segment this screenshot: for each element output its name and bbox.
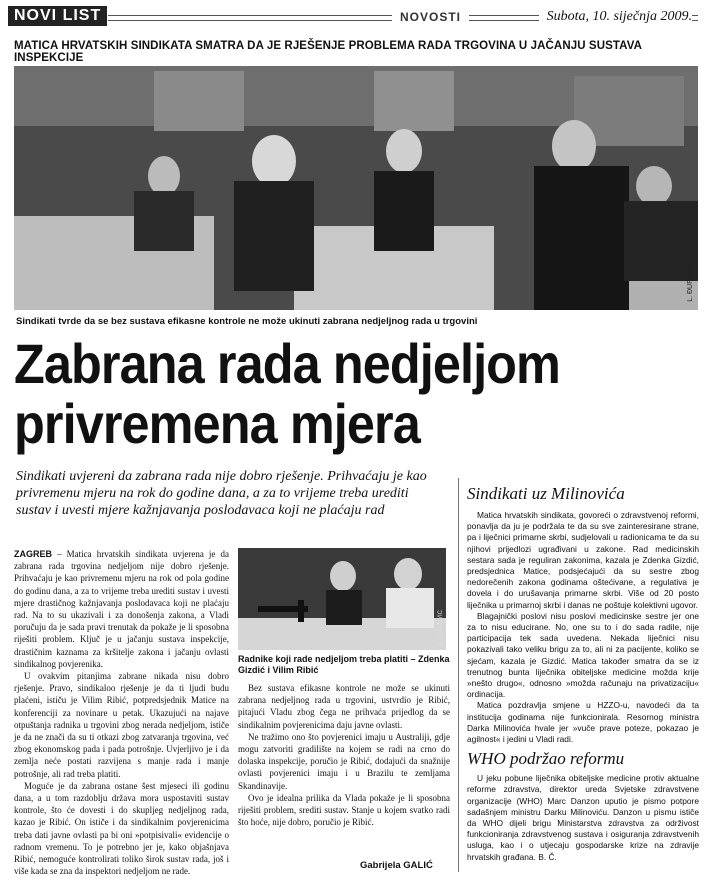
sidebar-box — [458, 478, 699, 872]
headline-line-2: privremena mjera — [14, 392, 420, 455]
headline-line-1: Zabrana rada nedjeljom — [14, 332, 560, 395]
sidebar-title-who: WHO podržao reformu — [467, 749, 625, 769]
main-photo-caption: Sindikati tvrde da se bez sustava efikasne kontrole ne može ukinuti zabrana nedjeljnog rada u trgovini — [16, 316, 478, 327]
deck-subheading: Sindikati uvjereni da zabrana rada nije dobro rješenje. Prihvaćaju je kao privremenu mjeru na rok do godine dana, a za to vrijeme treba urediti sustav i uvesti mjere kažnjavanja poslodavaca koji ne plaćaju rad — [16, 469, 427, 518]
main-headline — [14, 334, 631, 454]
issue-date: Subota, 10. siječnja 2009. — [539, 6, 692, 28]
press-conference-photo — [238, 548, 446, 650]
article-lead-paragraph — [14, 548, 229, 670]
small-photo-credit: D. ALUJEVIĆ — [438, 609, 444, 646]
kicker-headline: MATICA HRVATSKIH SINDIKATA SMATRA DA JE RJEŠENJE PROBLEMA RADA TRGOVINA U JAČANJU SUSTAVA INSPEKCIJE — [14, 40, 642, 64]
article-paragraph: U ovakvim pitanjima zabrane nikada nisu dobro rješenje. Pravo, sindikaloo rješenje je da ti ljudi budu plaćeni, ističu je Vilim Ribić, potpredsjednik Matice na konferenciji za novinare u petak. Ukazujući na najave otpuštanja radnika u trgovini zbog nerada nedjeljom, ističe je da ne znači da su ti otkazi zbog zatvaranja trgovina, već zbog ekonomskog pada i pada potrošnje. Uvjerljivo je i da zemlja neće postati razvijena s manje rada i manje potrošnje, ali rad treba platiti. — [14, 671, 229, 779]
sidebar-text-1 — [467, 510, 699, 745]
press-conference-illustration — [238, 548, 446, 650]
sidebar-paragraph: U jeku pobune liječnika obiteljske medicine protiv aktualne reforme zdravstva, direktor ureda Svjetske zdravstvene organizacije (WHO) Marc Danzon uputio je pismo potpore sadašnjem ministru Darku Milinoviću. Danzon u pismu ističe da WHO dijeli brigu Ministarstva zdravstva za održivost funkcioniranja zdravstvenog sustava i osiguranja zdravstvenih usluga, kao i o utjecaju gospodarske krize na zdravije hrvatskih građana. B. Č. — [467, 773, 699, 862]
article-paragraph: Ne tražimo ono što povjerenici imaju u Australiji, gdje mogu zatvoriti gradilište na kojem se radi na crno do dolaska inspekcije, poručio je Ribić, dodajući da snažnije ovlasti povjerenici imaju i u Brazilu te zemljama Skandinavije. — [238, 731, 450, 791]
article-byline: Gabrijela GALIĆ — [360, 860, 433, 871]
sidebar-text-2 — [467, 773, 699, 863]
article-paragraph: – Matica hrvatskih sindikata uvjerena je da zabrana rada trgovina nedjeljom nije dobro rješenje. Prihvaćaju je kao privremenu mjeru na rok od pola godine do godinu dana, a za to vrijeme treba urediti sustav i uvesti mjere drastičnog kažnjavanja poslodavaca koji ne plaćaju rad. Na to su ukazivali i za donošenja zakona, a Vladi poručuju da je sada pravi trenutak da pokaže je li sposobna riješiti problem. Ključ je u jačanju sustava inspekcije, drastičnim kaznama za kršitelje zakona i jačanju ovlasti sindikalnog povjerenika. — [14, 549, 229, 669]
article-dateline: ZAGREB — [14, 549, 52, 559]
sidebar-paragraph: Matica hrvatskih sindikata, govoreći o zdravstvenoj reformi, ponavlja da ju je podržala te da su sve zainteresirane strane, pa i liječnici primarne skrbi, sudjelovali u radionicama te da su njihovi prijedlozi ugrađivani u zakone. Rad medicinskih sestara sada je reguliran zakonima, kazala je Zdenka Gizdić, predsjednica Matice, podsjećajući da su sestre zbog nedorečenih zakona godinama oštećivane, a regulativa je dovela i do urušavanja primarne skrbi. Više od 20 posto liječnika u primarnoj skrbi i danas ne poštuje kolektivni ugovor. — [467, 510, 699, 610]
main-photo-credit: L. ĐURAJA — [687, 266, 694, 302]
article-column-1 — [14, 548, 229, 877]
sidebar-paragraph: Matica pozdravlja smjene u HZZO-u, navodeći da ta institucija godinama nije funkcionirala. Resornog ministra Darka Milinovića hvale jer »vuče prave poteze, pokazao je agilnost« i jedini u Vladi radi. — [467, 700, 699, 745]
masthead-bar — [8, 6, 698, 28]
article-column-2 — [238, 682, 450, 828]
sidebar-title-milinovic: Sindikati uz Milinovića — [467, 484, 625, 503]
supermarket-photo-illustration — [14, 66, 698, 310]
article-paragraph: Moguće je da zabrana ostane šest mjeseci ili godinu dana, a u tom razdoblju država mora uspostaviti sustav kontrole, što će dovesti i do skupljeg nedjeljnog rada, kazao je Ribić. On ističe i da sindikalnim povjerenicima treba dati javne ovlasti pa bi oni »potpisivali« evidencije o radnom vremenu. To je potrebno jer je, kako objašnjava Ribić, nemoguće kontrolirati toliko širok sustav rada, još i više kada se zna da inspektori nedjeljom ne rade. — [14, 780, 229, 877]
newspaper-logo: NOVI LIST — [8, 6, 107, 26]
small-photo-caption: Radnike koji rade nedjeljom treba platiti – Zdenka Gizdić i Vilim Ribić — [238, 654, 450, 675]
article-paragraph: Ovo je idealna prilika da Vlada pokaže je li sposobna riješiti problem, srediti sustav. Stanje u kojem svatko radi što hoće, nije dobro, poručio je Ribić. — [238, 792, 450, 828]
article-paragraph: Bez sustava efikasne kontrole ne može se ukinuti zabrana nedjeljnog rada u trgovini, ustvrdio je Ribić, pitajući Vladu zbog čega ne prihvaća prijedlog da se sindikalnim povjerenicima daju javne ovlasti. — [238, 683, 450, 730]
supermarket-photo — [14, 66, 698, 310]
section-label: NOVOSTI — [392, 6, 469, 28]
sidebar-paragraph: Blagajnički poslovi nisu poslovi medicinske sestre jer one za to nisu educirane. No, one su to i do sada radile, nije participacija tek sada uvedena. Nekada liječnici nisu pokazivali tako veliku brigu za to, ali ni za pacijente, koliko se sjećam, kazala je Gizdić. Matica također smatra da se iz trenutnog bunta liječnika obiteljske medicine možda krije »nešto drugo«, odnosno »možda računaju na privatizaciju« ordinacija. — [467, 610, 699, 700]
